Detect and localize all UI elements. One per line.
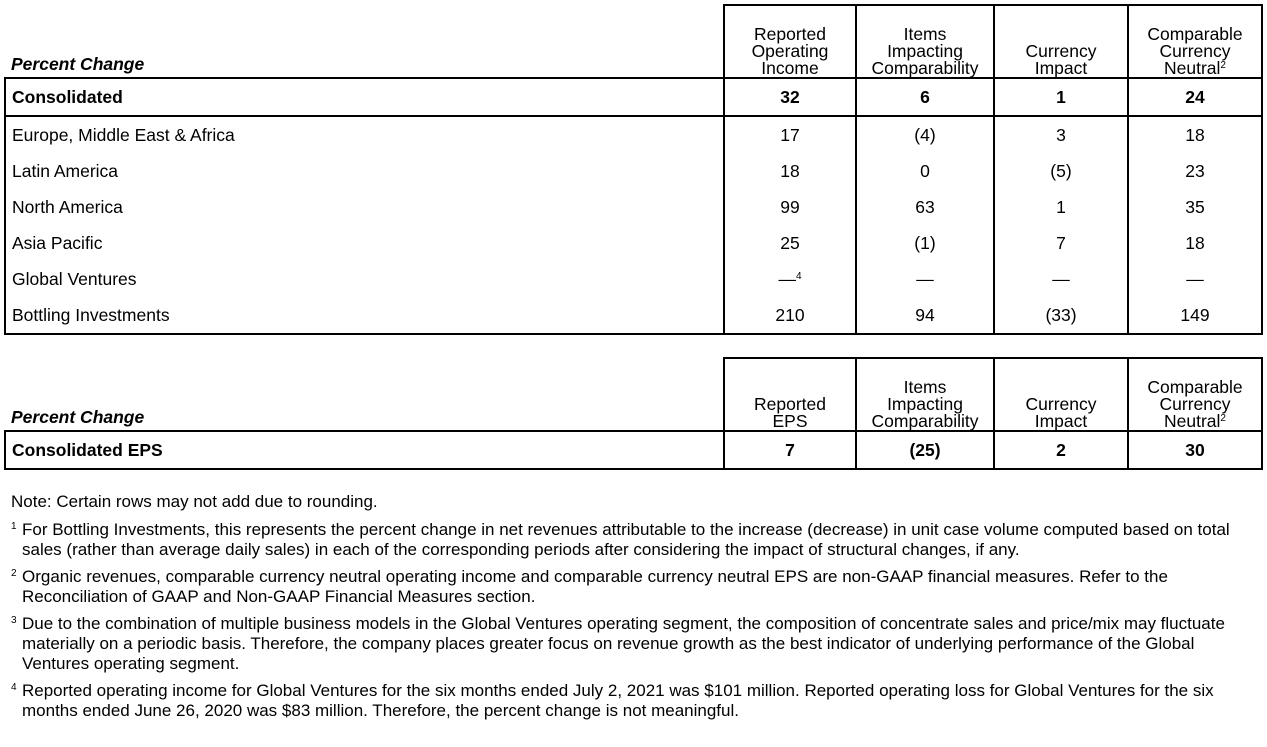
- table-row: Bottling Investments 210 94 (33) 149: [5, 297, 1262, 334]
- header-label: Percent Change: [11, 54, 145, 74]
- table-row: North America 99 63 1 35: [5, 189, 1262, 225]
- footnote-ref: 4: [795, 270, 802, 282]
- footnote-2: 2 Organic revenues, comparable currency neutral operating income and comparable currency neutral EPS are non-GAAP financial measures. Refer to the Reconciliation of GAAP and Non-GAAP Financial Measures section.: [11, 567, 1168, 606]
- rounding-note: Note: Certain rows may not add due to rounding.: [11, 492, 378, 511]
- footnote-4: 4 Reported operating income for Global Ventures for the six months ended July 2, 2021 was $101 million. Reported operating loss for Global Ventures for the six months ended June 26, 2020 was $83 million. Therefore, the percent change is not meaningful.: [11, 681, 1214, 720]
- table-row: Latin America 18 0 (5) 23: [5, 153, 1262, 189]
- col-header-reported-operating-income: Reported Operating Income: [724, 5, 856, 78]
- table-row: Consolidated EPS 7 (25) 2 30: [5, 431, 1262, 469]
- col-header-reported-eps: Reported EPS: [724, 358, 856, 431]
- table-row: Global Ventures —$^4$ — — —: [5, 261, 1262, 297]
- table-header-row: [5, 5, 1262, 78]
- operating-income-table: [4, 4, 1263, 335]
- header-label: Percent Change: [11, 407, 145, 427]
- eps-table: [4, 357, 1263, 470]
- footnote-1: 1 For Bottling Investments, this represents the percent change in net revenues attributable to the increase (decrease) in unit case volume computed based on total sales (rather than average daily sales) in each of the corresponding periods after considering the impact of structural changes, if any.: [11, 520, 1230, 559]
- col-header-currency-impact: Currency Impact: [994, 358, 1128, 431]
- table-row: Asia Pacific 25 (1) 7 18: [5, 225, 1262, 261]
- col-header-comparable-neutral: Comparable Currency Neutral$^2$: [1128, 358, 1262, 431]
- table-header-row: [5, 358, 1262, 431]
- footnotes-section: [11, 492, 1261, 728]
- table-row: Europe, Middle East & Africa 17 (4) 3 18: [5, 116, 1262, 153]
- col-header-comparable-neutral: Comparable Currency Neutral$^2$: [1128, 5, 1262, 78]
- footnote-3: 3 Due to the combination of multiple business models in the Global Ventures operating segment, the composition of concentrate sales and price/mix may fluctuate materially on a periodic basis. Therefore, the company places greater focus on revenue growth as the best indicator of underlying performance of the Global Ventures operating segment.: [11, 614, 1225, 673]
- col-header-items-impacting: Items Impacting Comparability: [856, 358, 994, 431]
- col-header-items-impacting: Items Impacting Comparability: [856, 5, 994, 78]
- table-row: Consolidated 32 6 1 24: [5, 78, 1262, 116]
- col-header-currency-impact: Currency Impact: [994, 5, 1128, 78]
